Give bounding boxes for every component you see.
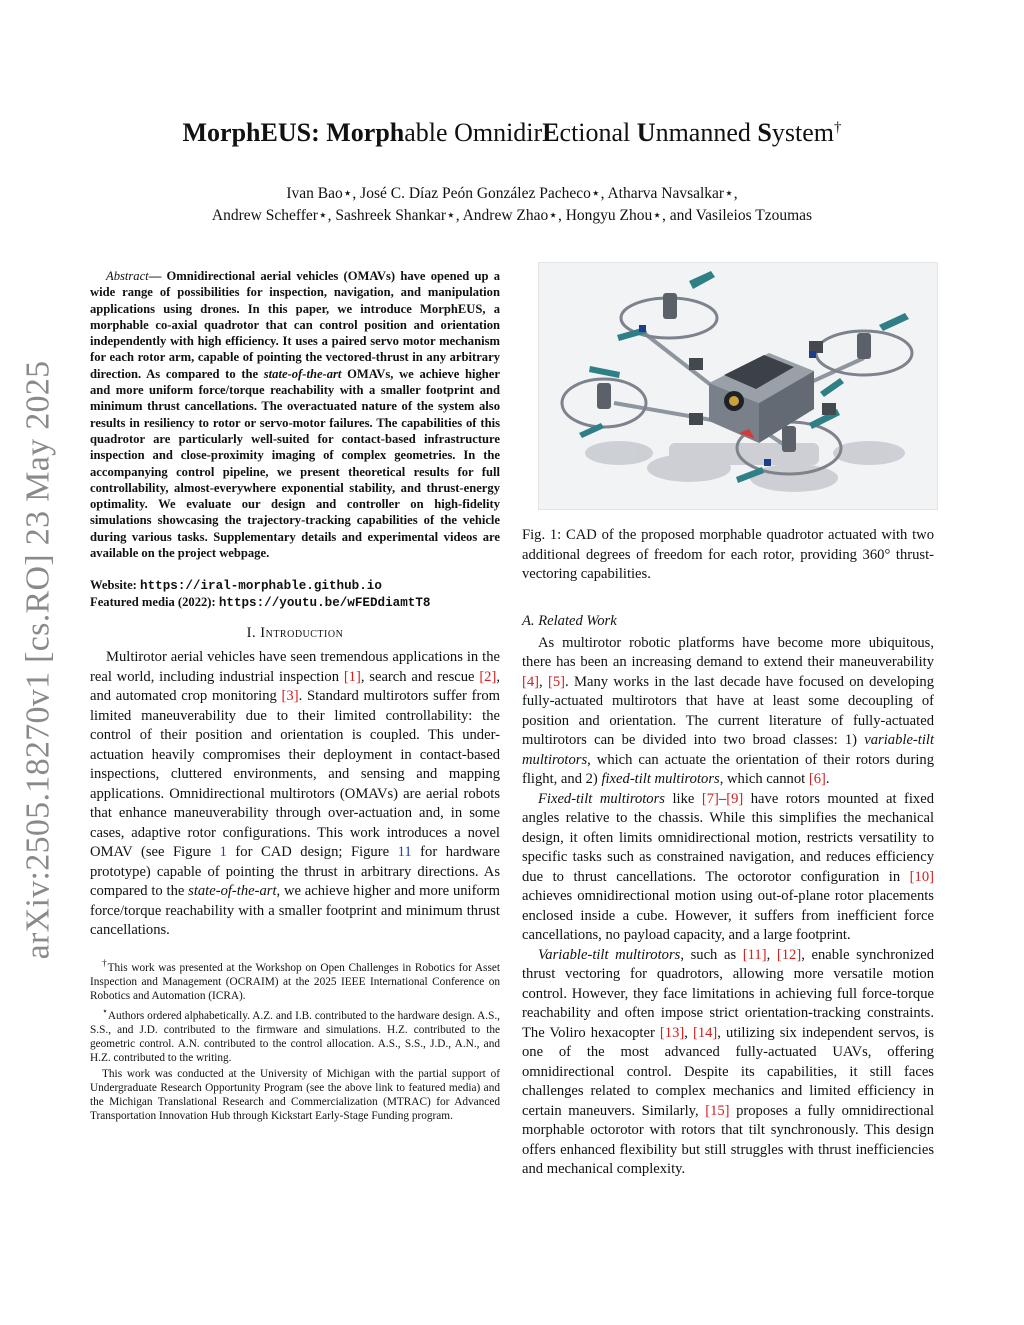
citation-4[interactable]: [4] [522, 673, 540, 690]
authors-line-2: Andrew Scheffer⋆, Sashreek Shankar⋆, Andrew Zhao⋆, Hongyu Zhou⋆, and Vasileios Tzoumas [211, 207, 813, 224]
author-list [80, 183, 944, 227]
figure-11-link[interactable]: 11 [397, 844, 412, 861]
abstract: Abstract— Omnidirectional aerial vehicles (OMAVs) have opened up a wide range of possibilities for inspection, navigation, and manipulation applications using drones. In this paper, we introduce MorphEUS, a morphable co-axial quadrotor that can control position and orientation independently with high efficiency. It uses a paired servo motor mechanism for each rotor arm, capable of pointing the vectored-thrust in any arbitrary direction. As compared to the state-of-the-art OMAVs, we achieve higher and more uniform force/torque reachability with a smaller footprint and minimum thrust cancellations. The overactuated nature of the system also results in resiliency to rotor or servo-motor failures. The capabilities of this quadrotor are particularly well-suited for contact-based infrastructure inspection and close-proximity imaging of complex geometries. In the accompanying control pipeline, we present theoretical results for full controllability, almost-everywhere exponential stability, and thrust-energy optimality. We evaluate our design and controller on high-fidelity simulations showcasing the trajectory-tracking capabilities of the vehicle during various tasks. Supplementary details and experimental videos are available on the project webpage. [90, 269, 500, 561]
citation-10[interactable]: [10] [909, 868, 934, 885]
figure-1-cad-render [538, 262, 938, 510]
footnotes [90, 957, 500, 1124]
arxiv-sidebar [8, 360, 68, 960]
citation-14[interactable]: [14] [692, 1024, 718, 1041]
citation-15[interactable]: [15] [705, 1102, 730, 1119]
related-work-paragraph-2: Fixed-tilt multirotors like [7]–[9] have rotors mounted at fixed angles relative to the chassis. While this simplifies the mechanical design, it often limits omnidirectional motion, restricts versatility to specific tasks such as constrained navigation, and reduces efficiency due to thrust cancellations. The octorotor configuration in [10] achieves omnidirectional motion using out-of-plane rotor placements enclosed inside a cube. However, it suffers from inefficient force cancellations, no payload capacity, and a large footprint. [522, 790, 935, 943]
citation-6[interactable]: [6] [808, 771, 826, 787]
citation-9[interactable]: [9] [726, 790, 744, 807]
figure-1-link[interactable]: 1 [219, 844, 227, 861]
right-column [522, 262, 934, 1180]
website-link[interactable]: https://iral-morphable.github.io [140, 579, 382, 594]
related-work-paragraph-3: Variable-tilt multirotors, such as [11], [12], enable synchronized thrust vectoring for quadrotors, allowing more versatile motion control. However, they face limitations in achieving full force-torque reachability and often impose strict orientation-tracking constraints. The Voliro hexacopter [13], [14], utilizing six independent servos, is one of the most advanced fully-actuated UAVs, offering omnidirectional control. Despite its capabilities, it still faces challenges related to complex mechanics and limited efficiency in certain maneuvers. Similarly, [15] proposes a fully omnidirectional morphable octorotor with rotors that tilt synchronously. This design offers enhanced flexibility but still struggles with thrust inefficiencies and mechanical complexity. [522, 946, 935, 1177]
left-column [90, 268, 500, 1125]
featured-media-link[interactable]: https://youtu.be/wFEDdiamtT8 [218, 596, 431, 611]
citation-1[interactable]: [1] [343, 668, 361, 685]
introduction-heading: I. Introduction [246, 625, 344, 642]
paper-title: MorphEUS: Morphable OmnidirEctional Unmanned System† [182, 118, 842, 147]
related-work-heading: A. Related Work [522, 612, 617, 629]
citation-5[interactable]: [5] [548, 673, 566, 690]
related-work-paragraph-1: As multirotor robotic platforms have become more ubiquitous, there has been an increasing demand to extend their maneuverability [4], [5]. Many works in the last decade have focused on developing fully-actuated multirotors that have at least some decoupling of position and orientation. The current literature of fully-actuated multirotors can be divided into two broad classes: 1) variable-tilt multirotors, which can actuate the orientation of their rotors during flight, and 2) fixed-tilt multirotors, which cannot [6]. [522, 634, 934, 787]
arxiv-identifier: arXiv:2505.18270v1 [cs.RO] 23 May 2025 [19, 360, 56, 960]
citation-13[interactable]: [13] [659, 1024, 685, 1041]
citation-3[interactable]: [3] [281, 688, 299, 705]
citation-2[interactable]: [2] [479, 668, 497, 685]
footnote-workshop: †This work was presented at the Workshop on Open Challenges in Robotics for Asset Inspection and Management (OCRAIM) at the 2025 IEEE International Conference on Robotics and Automation (ICRA). [90, 958, 500, 1002]
website-line: Website: https://iral-morphable.github.io [90, 578, 382, 594]
footnote-funding: This work was conducted at the University of Michigan with the partial support of Undergraduate Research Opportunity Program (see the above link to featured media) and the Michigan Translational Research and Commercialization (MTRAC) for Advanced Transportation Innovation Hub through Kickstart Early-Stage Funding program. [90, 1068, 500, 1123]
citation-11[interactable]: [11] [742, 946, 767, 963]
project-links [90, 577, 500, 611]
quadrotor-cad-illustration [539, 263, 937, 509]
introduction-paragraph: Multirotor aerial vehicles have seen tremendous applications in the real world, including industrial inspection [1], search and rescue [2], and automated crop monitoring [3]. Standard multirotors suffer from limited maneuverability due to their limited controllability: the control of their position and orientation is coupled. This under-actuation heavily compromises their deployment in contact-based inspections, cluttered environments, and sensing and mapping applications. Omnidirectional multirotors (OMAVs) are aerial robots that enhance maneuverability through over-actuation and, in some cases, adaptive rotor configurations. This work introduces a novel OMAV (see Figure 1 for CAD design; Figure 11 for hardware prototype) capable of pointing the thrust in arbitrary directions. As compared to the state-of-the-art, we achieve higher and more uniform force/torque reachability with a smaller footprint and minimum thrust cancellations. [90, 649, 500, 939]
media-line: Featured media (2022): https://youtu.be/wFEDdiamtT8 [90, 595, 431, 611]
authors-line-1: Ivan Bao⋆, José C. Díaz Peón González Pacheco⋆, Atharva Navsalkar⋆, [286, 185, 738, 202]
citation-12[interactable]: [12] [776, 946, 802, 963]
citation-7[interactable]: [7] [701, 790, 719, 807]
figure-1-caption: Fig. 1: CAD of the proposed morphable quadrotor actuated with two additional degrees of freedom for each rotor, providing 360° thrust-vectoring capabilities. [522, 527, 934, 582]
footnote-authors: ⋆Authors ordered alphabetically. A.Z. and I.B. contributed to the hardware design. A.S., S.S., and J.D. contributed to the firmware and simulations. H.Z. contributed to the geometric control. A.N. contributed to the control allocation. A.S., S.S., J.D., A.N., and H.Z. contributed to the writing. [90, 1006, 500, 1064]
